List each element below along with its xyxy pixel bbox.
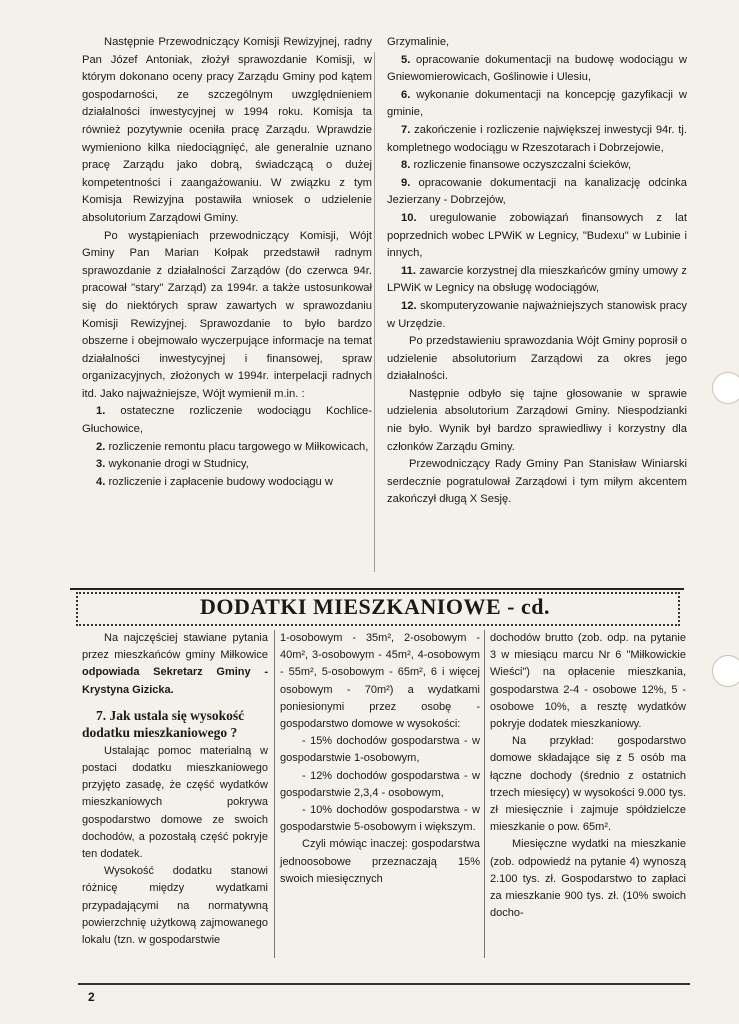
list-item: [387, 210, 687, 263]
list-number: 10.: [401, 211, 417, 224]
article-paragraph: - 10% dochodów gospodarstwa - w gospodarstwie 5-osobowym i większym.: [280, 804, 480, 834]
article-paragraph: Czyli mówiąc inaczej: gospodarstwa jednoosobowe przeznaczają 15% swoich miesięcznych: [280, 838, 480, 885]
list-item: [387, 87, 687, 122]
article-paragraph: 1-osobowym - 35m², 2-osobowym - 40m², 3-osobowym - 45m², 4-osobowym - 55m², 5-osobowym - 65m², 6 i więcej osobowym - 70m²) a wydatkami poniesionymi przez osobę - gospodarstwo domowe w wysokości:: [280, 632, 480, 731]
list-number: 12.: [401, 299, 417, 312]
intro-author: odpowiada Sekretarz Gminy - Krystyna Gizicka.: [82, 666, 268, 696]
headline-rule: [70, 588, 684, 590]
article-paragraph: Miesięczne wydatki na mieszkanie (zob. odpowiedź na pytanie 4) wynoszą 2.100 tys. zł. Gospodarstwo to zapłaci za mieszkanie 900 tys. zł. (10% swoich docho-: [490, 838, 686, 920]
list-item: [387, 52, 687, 87]
list-number: 2.: [96, 440, 106, 453]
list-number: 5.: [401, 53, 411, 66]
punch-hole: [712, 372, 739, 404]
article-column-2: [280, 630, 480, 888]
list-text: rozliczenie remontu placu targowego w Miłkowicach,: [108, 440, 369, 453]
column-divider: [274, 630, 275, 958]
list-text: opracowanie dokumentacji na budowę wodociągu w Gniewomierowicach, Goślinowie i Ulesiu,: [387, 53, 687, 84]
list-number: 8.: [401, 159, 411, 172]
list-text: opracowanie dokumentacji na kanalizację odcinka Jezierzany - Dobrzejów,: [387, 176, 687, 207]
list-item: [387, 175, 687, 210]
article-intro: [82, 630, 268, 699]
list-number: 4.: [96, 475, 106, 488]
list-text: rozliczenie i zapłacenie budowy wodociągu w: [108, 475, 333, 488]
list-text: wykonanie dokumentacji na koncepcję gazyfikacji w gminie,: [387, 88, 688, 119]
article-column-left: [82, 34, 372, 491]
session-report-article: [82, 34, 702, 564]
article-paragraph: Następnie Przewodniczący Komisji Rewizyjnej, radny Pan Józef Antoniak, złożył sprawozdanie Komisji, w którym dokonano oceny pracy Zarządu Gminy pod kątem gospodarności, ze szczególnym uwzględnieniem działalności inwestycyjnej w 1994 roku. Komisja ta również pozytywnie oceniła pracę Zarządu. Wprawdzie wymieniono kilka niedociągnięć, ale generalnie uznano pracę Zarządu jako dobrą, świadczącą o dużej kompetentności i zaangażowaniu. W związku z tym Komisja Rewizyjna postawiła wniosek o udzielenie absolutorium Zarządowi Gminy.: [82, 36, 372, 224]
article-paragraph: Następnie odbyło się tajne głosowanie w sprawie udzielenia absolutorium Zarządowi Gminy. Niespodzianki nie było. Wynik był bardzo sprawiedliwy i korzystny dla członków Zarządu Gminy.: [387, 387, 687, 453]
question-heading: 7. Jak ustala się wysokość dodatku mieszkaniowego ?: [82, 707, 245, 740]
list-number: 11.: [401, 264, 416, 277]
article-column-right: [387, 34, 687, 509]
list-item: [82, 456, 372, 474]
list-item: [387, 298, 687, 333]
list-text: wykonanie drogi w Studnicy,: [108, 458, 249, 471]
list-text: skomputeryzowanie najważniejszych stanowisk pracy w Urzędzie.: [387, 299, 687, 330]
section-headline-band: [70, 578, 684, 626]
footer-rule: [78, 983, 690, 985]
list-text: rozliczenie finansowe oczyszczalni ścieków,: [413, 159, 632, 172]
list-text: ostateczne rozliczenie wodociągu Kochlice-Głuchowice,: [82, 405, 372, 436]
list-item: [82, 403, 372, 438]
article-paragraph: - 15% dochodów gospodarstwa - w gospodarstwie 1-osobowym,: [280, 735, 480, 765]
article-paragraph: Po przedstawieniu sprawozdania Wójt Gminy poprosił o udzielenie absolutorium Zarządowi za okres jego działalności.: [387, 335, 687, 383]
housing-allowance-article: [82, 630, 684, 960]
list-number: 9.: [401, 176, 411, 189]
list-number: 7.: [401, 123, 411, 136]
punch-hole: [712, 655, 739, 687]
article-paragraph: dochodów brutto (zob. odp. na pytanie 3 w miesiącu marcu Nr 6 "Miłkowickie Wieści") na opłacenie mieszkania, gospodarstwa 2-4 - osobowe 12%, 5 - osobowe 10%, a resztę wydatków pokryje dodatek mieszkaniowy.: [490, 632, 686, 731]
section-headline: DODATKI MIESZKANIOWE - cd.: [200, 594, 550, 619]
intro-text: Na najczęściej stawiane pytania przez mieszkańców gminy Miłkowice: [82, 632, 268, 662]
list-text: zakończenie i rozliczenie największej inwestycji 94r. tj. kompletnego wodociągu w Rzeszotarach i Dobrzejowie,: [387, 123, 687, 154]
list-item: [387, 263, 687, 298]
page-number: 2: [88, 990, 95, 1004]
article-column-3: [490, 630, 686, 922]
list-number: 1.: [96, 405, 106, 418]
list-item: [387, 157, 687, 175]
article-paragraph: Po wystąpieniach przewodniczący Komisji, Wójt Gminy Pan Marian Kołpak przedstawił radnym sprawozdanie z działalności Zarządów (do czerwca 94r. pracował "stary" Zarząd) za 1994r. a także ustosunkował się do niektórych spraw zawartych w sprawozdaniu Komisji Rewizyjnej. Sprawozdanie to było bardzo obszerne i obejmowało wyczerpujące informacje na temat działalności inwestycyjnej i finansowej, spraw organizacyjnych, złożonych w 1994r. interpelacji radnych itd. Jako najważniejsze, Wójt wymienił m.in. :: [82, 229, 372, 400]
list-item: [82, 474, 372, 492]
list-continuation: Grzymalinie,: [387, 36, 450, 48]
article-paragraph: - 12% dochodów gospodarstwa - w gospodarstwie 2,3,4 - osobowym,: [280, 769, 480, 799]
article-column-1: [82, 630, 268, 949]
list-number: 6.: [401, 88, 411, 101]
list-text: uregulowanie zobowiązań finansowych z lat poprzednich wobec LPWiK w Legnicy, "Budexu" w Lubinie i innych,: [387, 211, 688, 260]
column-divider: [484, 630, 485, 958]
article-paragraph: Wysokość dodatku stanowi różnicę między wydatkami przypadającymi na normatywną powierzchnię użytkową zajmowanego lokalu (tzn. w gospodarstwie: [82, 865, 268, 947]
list-text: zawarcie korzystnej dla mieszkańców gminy umowy z LPWiK w Legnicy na obsługę wodociągów,: [387, 264, 687, 295]
article-paragraph: Ustalając pomoc materialną w postaci dodatku mieszkaniowego przyjęto zasadę, że część wydatków mieszkaniowych pokrywa gospodarstwo domowe ze swoich dochodów, a pozostałą część pokryje ten dodatek.: [82, 744, 268, 861]
list-item: [387, 122, 687, 157]
column-divider: [374, 52, 375, 572]
article-paragraph: Przewodniczący Rady Gminy Pan Stanisław Winiarski serdecznie pogratulował Zarządowi i tym miłym akcentem zakończył długą X Sesję.: [387, 458, 687, 506]
list-item: [82, 439, 372, 457]
list-number: 3.: [96, 458, 106, 471]
article-paragraph: Na przykład: gospodarstwo domowe składające się z 5 osób ma łączne dochody (średnio z ostatnich trzech miesięcy) w wysokości 9.000 tys. zł miesięcznie i zajmuje spółdzielcze mieszkanie o pow. 65m².: [490, 735, 686, 834]
